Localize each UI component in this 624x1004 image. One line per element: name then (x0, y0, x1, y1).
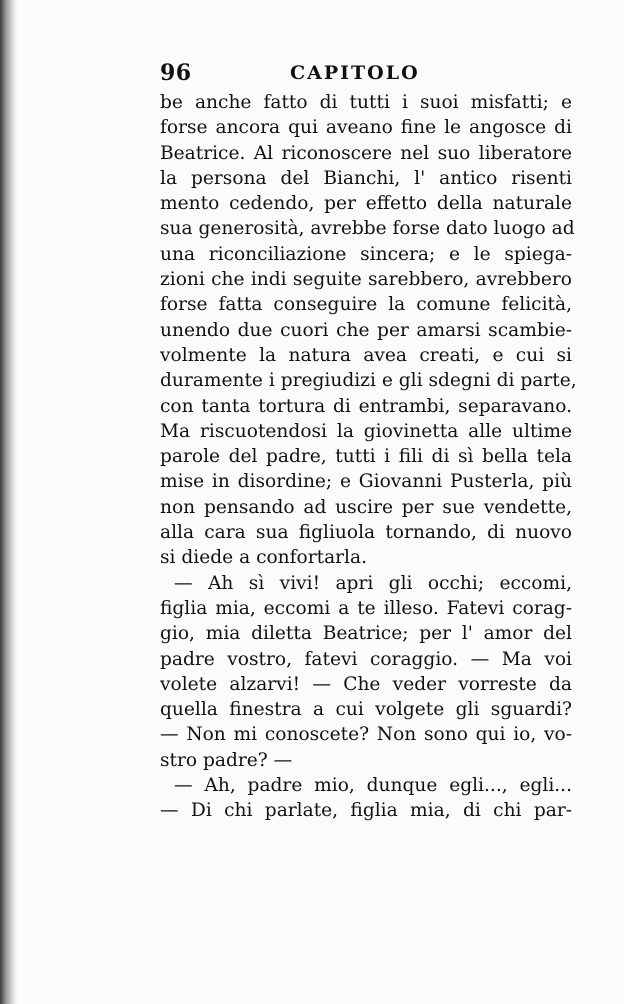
dialogue-line: — Di chi parlate, figlia mia, di chi par- (160, 800, 572, 822)
text-line: stro padre? — (160, 749, 293, 771)
text-line: la persona del Bianchi, l' antico risenti (160, 167, 572, 189)
text-line: forse ancora qui aveano fine le angosce di (160, 117, 572, 139)
dialogue-line: — Ah, padre mio, dunque egli..., egli... (174, 775, 572, 797)
body-text (160, 90, 577, 824)
text-line: unendo due cuori che per amarsi scambie- (160, 319, 572, 341)
text-line: padre vostro, fatevi coraggio. — Ma voi (160, 648, 572, 670)
text-line: zioni che indi seguite sarebbero, avrebbero (160, 269, 572, 291)
text-line: quella finestra a cui volgete gli sguardi? (160, 699, 572, 721)
text-line: be anche fatto di tutti i suoi misfatti; e (160, 92, 572, 113)
text-line: si diede a confortarla. (160, 547, 368, 569)
text-line: con tanta tortura di entrambi, separavano. (160, 395, 572, 417)
text-line: una riconciliazione sincera; e le spiega- (160, 243, 572, 265)
text-line: duramente i pregiudizi e gli sdegni di parte, (160, 370, 577, 392)
text-line: volete alzarvi! — Che veder vorreste da (160, 673, 572, 695)
text-line: sua generosità, avrebbe forse dato luogo ad (160, 218, 575, 240)
running-head: CAPITOLO (290, 62, 420, 84)
text-line: alla cara sua figliuola tornando, di nuovo (160, 522, 572, 544)
text-line: Ma riscuotendosi la giovinetta alle ultime (160, 420, 572, 442)
text-line: parole del padre, tutti i fili di sì bella tela (160, 446, 572, 468)
dialogue-line: — Ah sì vivi! apri gli occhi; eccomi, (174, 572, 572, 594)
page-header (160, 60, 580, 90)
text-line: volmente la natura avea creati, e cui si (160, 344, 572, 366)
text-line: non pensando ad uscire per sue vendette, (160, 496, 572, 518)
text-line: mise in disordine; e Giovanni Pusterla, più (160, 471, 572, 493)
text-line: Beatrice. Al riconoscere nel suo liberatore (160, 142, 572, 164)
text-line: gio, mia diletta Beatrice; per l' amor del (160, 623, 572, 645)
text-line: figlia mia, eccomi a te illeso. Fatevi corag- (160, 597, 572, 619)
text-line: mento cedendo, per effetto della naturale (160, 193, 572, 215)
text-line: forse fatta conseguire la comune felicità, (160, 294, 572, 316)
text-line: — Non mi conoscete? Non sono qui io, vo- (160, 724, 572, 746)
page-number: 96 (160, 60, 192, 86)
